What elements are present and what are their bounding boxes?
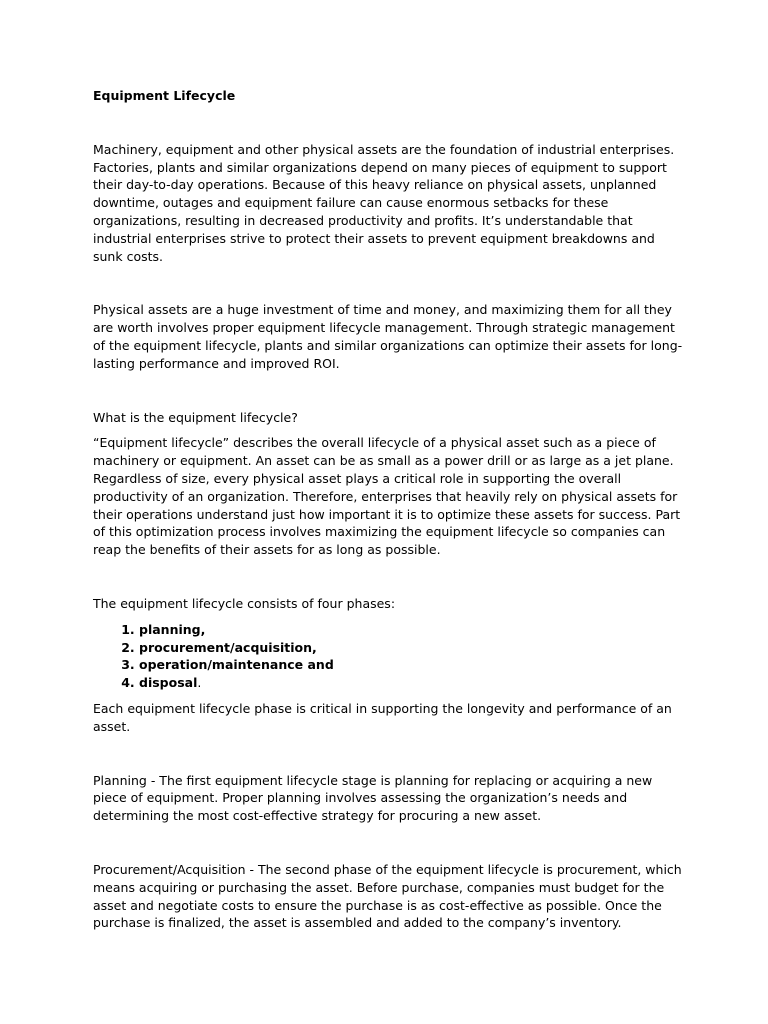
- spacer: [93, 613, 683, 621]
- section-heading-what-is: What is the equipment lifecycle?: [93, 409, 298, 425]
- list-item: [139, 621, 683, 639]
- paragraph-intro: Machinery, equipment and other physical assets are the foundation of industrial enterprises. Factories, plants and similar organizations depend on many pieces of equipment to support their day-to-day operations. Because of this heavy reliance on physical assets, unplanned downtime, outages and equipment failure can cause enormous setbacks for these organizations, resulting in decreased productivity and profits. It’s understandable that industrial enterprises strive to protect their assets to prevent equipment breakdowns and sunk costs.: [93, 141, 675, 264]
- document-title: Equipment Lifecycle: [93, 88, 236, 103]
- document-page: [93, 87, 683, 932]
- phase-label: planning,: [139, 621, 206, 637]
- spacer: [93, 692, 683, 700]
- paragraph-investment: Physical assets are a huge investment of time and money, and maximizing them for all they are worth involves proper equipment lifecycle management. Through strategic management of the equipment lifecycle, plants and similar organizations can optimize their assets for long-lasting performance and improved ROI.: [93, 302, 683, 371]
- list-item: [139, 639, 683, 657]
- spacer: [93, 736, 683, 772]
- phase-label: disposal: [139, 675, 198, 691]
- paragraph-procurement: Procurement/Acquisition - The second phase of the equipment lifecycle is procurement, which means acquiring or purchasing the asset. Before purchase, companies must budget for the asset and negotiate costs to ensure the purchase is as cost-effective as possible. Once the purchase is finalized, the asset is assembled and added to the company’s inventory.: [93, 861, 682, 931]
- phases-list: [93, 621, 683, 692]
- paragraph-after-list: Each equipment lifecycle phase is critical in supporting the longevity and performance of an asset.: [93, 700, 672, 734]
- phase-suffix: .: [197, 675, 202, 691]
- spacer: [93, 426, 683, 434]
- spacer: [93, 105, 683, 141]
- spacer: [93, 373, 683, 409]
- spacer: [93, 265, 683, 301]
- paragraph-phases-intro: The equipment lifecycle consists of four phases:: [93, 595, 396, 611]
- spacer: [93, 559, 683, 595]
- phase-label: procurement/acquisition,: [139, 639, 317, 655]
- phase-label: operation/maintenance and: [139, 657, 334, 673]
- list-item: [139, 674, 683, 692]
- paragraph-definition: “Equipment lifecycle” describes the overall lifecycle of a physical asset such as a piece of machinery or equipment. An asset can be as small as a power drill or as large as a jet plane. Regardless of size, every physical asset plays a critical role in supporting the overall productivity of an organization. Therefore, enterprises that heavily rely on physical assets for their operations understand just how important it is to optimize these assets for success. Part of this optimization process involves maximizing the equipment lifecycle so companies can reap the benefits of their assets for as long as possible.: [93, 435, 681, 558]
- list-item: [139, 656, 683, 674]
- spacer: [93, 825, 683, 861]
- paragraph-planning: Planning - The first equipment lifecycle stage is planning for replacing or acquiring a new piece of equipment. Proper planning involves assessing the organization’s needs and determining the most cost-effective strategy for procuring a new asset.: [93, 772, 653, 824]
